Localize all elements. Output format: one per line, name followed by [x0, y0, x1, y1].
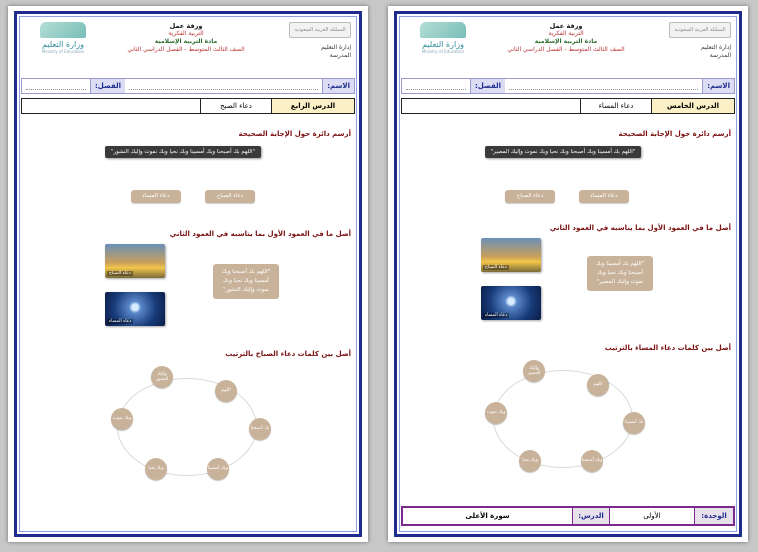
question-circle-answer: أرسم دائرة حول الإجابة الصحيحة [238, 130, 351, 138]
header-admin-block [259, 22, 351, 60]
worksheet-title: ورقة عمل [549, 22, 583, 30]
ministry-logo-icon [420, 22, 466, 38]
class-label: الفصل: [90, 79, 125, 93]
worksheet-page-right [388, 6, 748, 542]
choice-chip-evening[interactable]: دعاء المساء [579, 190, 629, 203]
word-bubble[interactable]: وبك أصبحنا [581, 450, 603, 472]
dua-text-bar: "اللهم بك أصبحنا وبك أمسينا وبك نحيا وبك نموت وإليك النشور" [105, 146, 261, 158]
dua-phrase-card[interactable]: "اللهم بك أمسينا وبك أصبحنا وبك نحيا وبك نموت وإليك المصير" [587, 256, 653, 291]
morning-photo[interactable] [105, 244, 165, 278]
word-bubble[interactable]: وإليك المصير [523, 360, 545, 382]
word-bubble[interactable]: وبك أمسينا [207, 458, 229, 480]
lesson-name: دعاء المساء [580, 99, 651, 113]
choice-chip-morning[interactable]: دعاء الصباح [505, 190, 555, 203]
admin-label: إدارة التعليم [321, 44, 351, 51]
word-bubble[interactable]: اللهم [215, 380, 237, 402]
student-info-row [21, 78, 355, 94]
logo-text: وزارة التعليم [422, 40, 464, 49]
ministry-logo-icon [40, 22, 86, 38]
word-bubble[interactable]: بك أصبحنا [249, 418, 271, 440]
question-order-words: أصل بين كلمات دعاء الصباح بالترتيب [225, 350, 351, 358]
grade-title: الصف الثالث المتوسط - الفصل الدراسي الثاني [127, 46, 245, 53]
logo-text: وزارة التعليم [42, 40, 84, 49]
name-label: الاسم: [322, 79, 354, 93]
page-header [401, 20, 735, 76]
unit-label: الوحدة: [694, 508, 733, 524]
evening-photo[interactable] [481, 286, 541, 320]
word-bubble[interactable]: وبك نحيا [519, 450, 541, 472]
subject-title: التربية الفكرية [548, 30, 584, 37]
question-circle-answer: أرسم دائرة حول الإجابة الصحيحة [618, 130, 731, 138]
class-label: الفصل: [470, 79, 505, 93]
word-bubble[interactable]: اللهم [587, 374, 609, 396]
lesson-bar-label: الدرس: [572, 508, 609, 524]
page-border [14, 11, 362, 537]
dua-phrase-card[interactable]: "اللهم بك أصبحنا وبك أمسينا وبك نحيا وبك نموت وإليك النشور" [213, 264, 279, 299]
question-match: أصل ما في العمود الأول بما يناسبه في العمود الثاني [169, 230, 351, 238]
school-label: المدرسة [709, 52, 731, 59]
lesson-name: دعاء الصبح [200, 99, 271, 113]
logo-subtext: Ministry of Education [41, 49, 85, 54]
unit-value: الأولى [609, 508, 694, 524]
choice-chip-evening[interactable]: دعاء المساء [131, 190, 181, 203]
word-bubble[interactable]: وبك نحيا [145, 458, 167, 480]
material-title: مادة التربية الإسلامية [154, 38, 218, 45]
logo-subtext: Ministry of Education [421, 49, 465, 54]
class-field[interactable] [406, 82, 466, 90]
header-admin-block [639, 22, 731, 60]
unit-bar [401, 506, 735, 526]
name-field[interactable] [129, 82, 318, 90]
choice-chip-morning[interactable]: دعاء الصباح [205, 190, 255, 203]
order-circle [493, 370, 633, 468]
name-field[interactable] [509, 82, 698, 90]
page-border [394, 11, 742, 537]
page-header [21, 20, 355, 76]
evening-photo-caption: دعاء المساء [109, 319, 132, 324]
lesson-bar-value: سورة الأعلى [465, 512, 510, 520]
morning-photo-caption: دعاء الصباح [485, 265, 507, 270]
class-field[interactable] [26, 82, 86, 90]
morning-photo[interactable] [481, 238, 541, 272]
question-match: أصل ما في العمود الأول بما يناسبه في العمود الثاني [549, 224, 731, 232]
header-title-block [113, 22, 259, 54]
worksheet-title: ورقة عمل [169, 22, 203, 30]
header-title-block [493, 22, 639, 54]
kingdom-crest: المملكة العربية السعودية [289, 22, 351, 38]
lesson-row [401, 98, 735, 114]
ministry-logo [403, 22, 483, 54]
dua-text-bar: "اللهم بك أمسينا وبك أصبحنا وبك نحيا وبك نموت وإليك المصير" [485, 146, 641, 158]
student-info-row [401, 78, 735, 94]
school-label: المدرسة [329, 52, 351, 59]
name-label: الاسم: [702, 79, 734, 93]
evening-photo-caption: دعاء المساء [485, 313, 508, 318]
ministry-logo [23, 22, 103, 54]
grade-title: الصف الثالث المتوسط - الفصل الدراسي الثاني [507, 46, 625, 53]
word-bubble[interactable]: وبك نموت [485, 402, 507, 424]
worksheet-page-left [8, 6, 368, 542]
word-bubble[interactable]: وبك نموت [111, 408, 133, 430]
word-bubble[interactable]: وإليك النشور [151, 366, 173, 388]
morning-photo-caption: دعاء الصباح [109, 271, 131, 276]
kingdom-crest: المملكة العربية السعودية [669, 22, 731, 38]
lesson-label: الدرس الخامس [651, 99, 734, 113]
word-bubble[interactable]: بك أمسينا [623, 412, 645, 434]
material-title: مادة التربية الإسلامية [534, 38, 598, 45]
question-order-words: أصل بين كلمات دعاء المساء بالترتيب [604, 344, 731, 352]
lesson-label: الدرس الرابع [271, 99, 354, 113]
admin-label: إدارة التعليم [701, 44, 731, 51]
evening-photo[interactable] [105, 292, 165, 326]
lesson-row [21, 98, 355, 114]
subject-title: التربية الفكرية [168, 30, 204, 37]
